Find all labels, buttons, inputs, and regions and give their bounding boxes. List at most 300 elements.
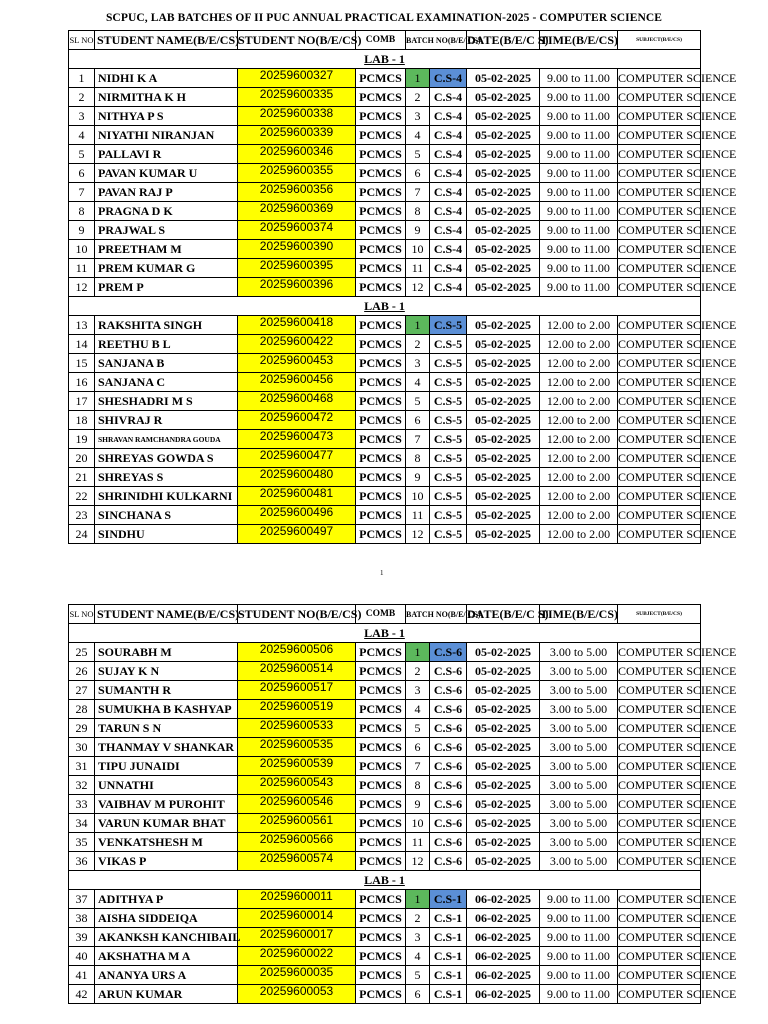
student-number: 20259600014 — [238, 909, 356, 928]
exam-date: 05-02-2025 — [467, 757, 540, 776]
batch-group: C.S-6 — [430, 776, 467, 795]
subject: COMPUTER SCIENCE — [618, 430, 701, 449]
header-batch-no: BATCH NO(B/E/ CS) — [406, 31, 467, 50]
serial-number: 37 — [69, 890, 95, 909]
header-comb: COMB — [356, 605, 406, 624]
table-row — [69, 449, 701, 468]
subject: COMPUTER SCIENCE — [618, 240, 701, 259]
exam-date: 05-02-2025 — [467, 145, 540, 164]
combination: PCMCS — [356, 852, 406, 871]
student-number: 20259600473 — [238, 430, 356, 449]
student-number: 20259600543 — [238, 776, 356, 795]
exam-date: 05-02-2025 — [467, 430, 540, 449]
exam-date: 05-02-2025 — [467, 354, 540, 373]
batch-number: 3 — [406, 681, 430, 700]
student-number: 20259600369 — [238, 202, 356, 221]
batch-group: C.S-4 — [430, 88, 467, 107]
combination: PCMCS — [356, 240, 406, 259]
batch-number: 2 — [406, 88, 430, 107]
student-number: 20259600535 — [238, 738, 356, 757]
exam-date: 05-02-2025 — [467, 525, 540, 544]
student-name: PREETHAM M — [95, 240, 238, 259]
student-number: 20259600327 — [238, 69, 356, 88]
exam-time: 3.00 to 5.00 — [540, 643, 618, 662]
batch-group: C.S-6 — [430, 700, 467, 719]
exam-time: 3.00 to 5.00 — [540, 795, 618, 814]
exam-date: 05-02-2025 — [467, 795, 540, 814]
batch-group: C.S-6 — [430, 662, 467, 681]
student-name: PREM KUMAR G — [95, 259, 238, 278]
table-row — [69, 643, 701, 662]
serial-number: 11 — [69, 259, 95, 278]
serial-number: 28 — [69, 700, 95, 719]
batch-group: C.S-4 — [430, 259, 467, 278]
table-row — [69, 662, 701, 681]
table-row — [69, 164, 701, 183]
exam-date: 06-02-2025 — [467, 947, 540, 966]
student-number: 20259600539 — [238, 757, 356, 776]
student-name: VIKAS P — [95, 852, 238, 871]
batch-number: 5 — [406, 392, 430, 411]
lab-batch-table — [68, 30, 737, 544]
subject: COMPUTER SCIENCE — [618, 776, 701, 795]
table-row — [69, 335, 701, 354]
exam-time: 9.00 to 11.00 — [540, 202, 618, 221]
combination: PCMCS — [356, 776, 406, 795]
document-title: SCPUC, LAB BATCHES OF II PUC ANNUAL PRACTICAL EXAMINATION-2025 - COMPUTER SCIENCE — [105, 12, 663, 24]
exam-date: 05-02-2025 — [467, 643, 540, 662]
batch-number: 10 — [406, 240, 430, 259]
subject: COMPUTER SCIENCE — [618, 411, 701, 430]
student-name: SOURABH M — [95, 643, 238, 662]
serial-number: 15 — [69, 354, 95, 373]
serial-number: 10 — [69, 240, 95, 259]
batch-number: 12 — [406, 525, 430, 544]
subject: COMPUTER SCIENCE — [618, 643, 701, 662]
batch-number: 5 — [406, 966, 430, 985]
subject: COMPUTER SCIENCE — [618, 392, 701, 411]
batch-group: C.S-4 — [430, 278, 467, 297]
header-student-name: STUDENT NAME(B/E/CS) — [95, 605, 238, 624]
batch-number: 11 — [406, 833, 430, 852]
batch-group: C.S-1 — [430, 966, 467, 985]
exam-time: 12.00 to 2.00 — [540, 392, 618, 411]
student-name: SUMUKHA B KASHYAP — [95, 700, 238, 719]
exam-date: 05-02-2025 — [467, 833, 540, 852]
table-row — [69, 738, 701, 757]
serial-number: 32 — [69, 776, 95, 795]
subject: COMPUTER SCIENCE — [618, 966, 701, 985]
serial-number: 31 — [69, 757, 95, 776]
combination: PCMCS — [356, 487, 406, 506]
combination: PCMCS — [356, 145, 406, 164]
student-number: 20259600519 — [238, 700, 356, 719]
batch-group: C.S-1 — [430, 947, 467, 966]
subject: COMPUTER SCIENCE — [618, 202, 701, 221]
combination: PCMCS — [356, 278, 406, 297]
serial-number: 9 — [69, 221, 95, 240]
serial-number: 8 — [69, 202, 95, 221]
serial-number: 13 — [69, 316, 95, 335]
table-row — [69, 795, 701, 814]
serial-number: 2 — [69, 88, 95, 107]
header-time: TIME(B/E/CS) — [540, 31, 618, 50]
exam-time: 9.00 to 11.00 — [540, 909, 618, 928]
student-number: 20259600496 — [238, 506, 356, 525]
batch-number: 12 — [406, 278, 430, 297]
student-name: PAVAN KUMAR U — [95, 164, 238, 183]
table-row — [69, 107, 701, 126]
subject: COMPUTER SCIENCE — [618, 278, 701, 297]
serial-number: 3 — [69, 107, 95, 126]
lab-label: LAB - 1 — [364, 51, 405, 66]
combination: PCMCS — [356, 468, 406, 487]
subject: COMPUTER SCIENCE — [618, 700, 701, 719]
subject: COMPUTER SCIENCE — [618, 662, 701, 681]
exam-date: 05-02-2025 — [467, 449, 540, 468]
subject: COMPUTER SCIENCE — [618, 259, 701, 278]
exam-time: 9.00 to 11.00 — [540, 890, 618, 909]
lab-section-heading — [69, 624, 701, 643]
exam-date: 06-02-2025 — [467, 909, 540, 928]
subject: COMPUTER SCIENCE — [618, 757, 701, 776]
student-number: 20259600395 — [238, 259, 356, 278]
subject: COMPUTER SCIENCE — [618, 145, 701, 164]
exam-time: 12.00 to 2.00 — [540, 506, 618, 525]
exam-date: 05-02-2025 — [467, 107, 540, 126]
subject: COMPUTER SCIENCE — [618, 487, 701, 506]
table-row — [69, 240, 701, 259]
exam-time: 9.00 to 11.00 — [540, 145, 618, 164]
student-name: PRAGNA D K — [95, 202, 238, 221]
combination: PCMCS — [356, 449, 406, 468]
batch-number: 3 — [406, 354, 430, 373]
student-name: PRAJWAL S — [95, 221, 238, 240]
combination: PCMCS — [356, 966, 406, 985]
student-name: NITHYA P S — [95, 107, 238, 126]
student-name: NIRMITHA K H — [95, 88, 238, 107]
lab-label: LAB - 1 — [364, 298, 405, 313]
subject: COMPUTER SCIENCE — [618, 335, 701, 354]
serial-number: 26 — [69, 662, 95, 681]
header-subject: SUBJECT(B/E/CS) — [618, 605, 701, 624]
exam-date: 05-02-2025 — [467, 221, 540, 240]
student-name: SANJANA B — [95, 354, 238, 373]
serial-number: 23 — [69, 506, 95, 525]
serial-number: 21 — [69, 468, 95, 487]
table-row — [69, 776, 701, 795]
student-number: 20259600418 — [238, 316, 356, 335]
student-name: AISHA SIDDEIQA — [95, 909, 238, 928]
batch-number: 5 — [406, 719, 430, 738]
batch-number: 5 — [406, 145, 430, 164]
batch-group: C.S-4 — [430, 183, 467, 202]
serial-number: 42 — [69, 985, 95, 1004]
student-number: 20259600566 — [238, 833, 356, 852]
combination: PCMCS — [356, 928, 406, 947]
student-number: 20259600561 — [238, 814, 356, 833]
exam-date: 05-02-2025 — [467, 776, 540, 795]
subject: COMPUTER SCIENCE — [618, 506, 701, 525]
exam-date: 05-02-2025 — [467, 164, 540, 183]
batch-number: 8 — [406, 202, 430, 221]
student-number: 20259600022 — [238, 947, 356, 966]
serial-number: 33 — [69, 795, 95, 814]
subject: COMPUTER SCIENCE — [618, 126, 701, 145]
batch-number: 1 — [406, 316, 430, 335]
header-comb: COMB — [356, 31, 406, 50]
serial-number: 30 — [69, 738, 95, 757]
subject: COMPUTER SCIENCE — [618, 221, 701, 240]
batch-number: 9 — [406, 468, 430, 487]
student-name: SUJAY K N — [95, 662, 238, 681]
subject: COMPUTER SCIENCE — [618, 890, 701, 909]
exam-date: 06-02-2025 — [467, 966, 540, 985]
student-name: ADITHYA P — [95, 890, 238, 909]
batch-group: C.S-5 — [430, 373, 467, 392]
combination: PCMCS — [356, 506, 406, 525]
exam-time: 9.00 to 11.00 — [540, 966, 618, 985]
student-name: SHESHADRI M S — [95, 392, 238, 411]
exam-time: 3.00 to 5.00 — [540, 814, 618, 833]
exam-time: 9.00 to 11.00 — [540, 88, 618, 107]
exam-time: 3.00 to 5.00 — [540, 757, 618, 776]
combination: PCMCS — [356, 88, 406, 107]
student-number: 20259600472 — [238, 411, 356, 430]
subject: COMPUTER SCIENCE — [618, 525, 701, 544]
table-header-row — [69, 31, 701, 50]
serial-number: 34 — [69, 814, 95, 833]
subject: COMPUTER SCIENCE — [618, 795, 701, 814]
header-date: DATE(B/E/C S) — [467, 31, 540, 50]
combination: PCMCS — [356, 430, 406, 449]
table-row — [69, 126, 701, 145]
batch-group: C.S-6 — [430, 833, 467, 852]
exam-date: 05-02-2025 — [467, 662, 540, 681]
serial-number: 16 — [69, 373, 95, 392]
exam-time: 12.00 to 2.00 — [540, 373, 618, 392]
batch-group: C.S-1 — [430, 890, 467, 909]
table-row — [69, 373, 701, 392]
combination: PCMCS — [356, 643, 406, 662]
combination: PCMCS — [356, 259, 406, 278]
page-number: 1 — [380, 569, 384, 577]
exam-date: 05-02-2025 — [467, 183, 540, 202]
exam-time: 9.00 to 11.00 — [540, 985, 618, 1004]
batch-group: C.S-4 — [430, 69, 467, 88]
serial-number: 18 — [69, 411, 95, 430]
student-name: ARUN KUMAR — [95, 985, 238, 1004]
serial-number: 38 — [69, 909, 95, 928]
exam-time: 12.00 to 2.00 — [540, 411, 618, 430]
serial-number: 25 — [69, 643, 95, 662]
batch-group: C.S-5 — [430, 487, 467, 506]
student-name: SINDHU — [95, 525, 238, 544]
subject: COMPUTER SCIENCE — [618, 164, 701, 183]
combination: PCMCS — [356, 757, 406, 776]
batch-number: 8 — [406, 776, 430, 795]
student-name: SHREYAS GOWDA S — [95, 449, 238, 468]
exam-time: 9.00 to 11.00 — [540, 240, 618, 259]
batch-number: 11 — [406, 259, 430, 278]
exam-date: 05-02-2025 — [467, 411, 540, 430]
exam-time: 12.00 to 2.00 — [540, 335, 618, 354]
student-name: SHIVRAJ R — [95, 411, 238, 430]
batch-group: C.S-5 — [430, 354, 467, 373]
table-row — [69, 430, 701, 449]
subject: COMPUTER SCIENCE — [618, 738, 701, 757]
exam-time: 9.00 to 11.00 — [540, 278, 618, 297]
student-name: THANMAY V SHANKAR — [95, 738, 238, 757]
serial-number: 5 — [69, 145, 95, 164]
table-row — [69, 468, 701, 487]
header-student-no: STUDENT NO(B/E/CS) — [238, 31, 356, 50]
batch-number: 1 — [406, 643, 430, 662]
serial-number: 14 — [69, 335, 95, 354]
combination: PCMCS — [356, 183, 406, 202]
batch-group: C.S-6 — [430, 795, 467, 814]
exam-date: 05-02-2025 — [467, 814, 540, 833]
batch-group: C.S-4 — [430, 164, 467, 183]
subject: COMPUTER SCIENCE — [618, 468, 701, 487]
combination: PCMCS — [356, 700, 406, 719]
subject: COMPUTER SCIENCE — [618, 107, 701, 126]
exam-date: 05-02-2025 — [467, 392, 540, 411]
batch-number: 10 — [406, 487, 430, 506]
table-row — [69, 947, 701, 966]
table-row — [69, 487, 701, 506]
exam-date: 05-02-2025 — [467, 852, 540, 871]
batch-group: C.S-4 — [430, 126, 467, 145]
batch-group: C.S-5 — [430, 411, 467, 430]
exam-time: 9.00 to 11.00 — [540, 107, 618, 126]
subject: COMPUTER SCIENCE — [618, 833, 701, 852]
student-number: 20259600456 — [238, 373, 356, 392]
student-number: 20259600422 — [238, 335, 356, 354]
batch-number: 4 — [406, 947, 430, 966]
serial-number: 1 — [69, 69, 95, 88]
exam-date: 05-02-2025 — [467, 69, 540, 88]
batch-group: C.S-6 — [430, 643, 467, 662]
batch-group: C.S-6 — [430, 852, 467, 871]
batch-group: C.S-5 — [430, 316, 467, 335]
exam-time: 12.00 to 2.00 — [540, 525, 618, 544]
exam-date: 05-02-2025 — [467, 316, 540, 335]
serial-number: 27 — [69, 681, 95, 700]
combination: PCMCS — [356, 411, 406, 430]
exam-date: 05-02-2025 — [467, 487, 540, 506]
table-row — [69, 69, 701, 88]
batch-group: C.S-6 — [430, 757, 467, 776]
batch-group: C.S-4 — [430, 240, 467, 259]
serial-number: 29 — [69, 719, 95, 738]
student-number: 20259600517 — [238, 681, 356, 700]
combination: PCMCS — [356, 719, 406, 738]
combination: PCMCS — [356, 107, 406, 126]
combination: PCMCS — [356, 126, 406, 145]
combination: PCMCS — [356, 354, 406, 373]
combination: PCMCS — [356, 164, 406, 183]
student-number: 20259600011 — [238, 890, 356, 909]
student-number: 20259600035 — [238, 966, 356, 985]
student-number: 20259600480 — [238, 468, 356, 487]
batch-group: C.S-5 — [430, 449, 467, 468]
header-time: TIME(B/E/CS) — [540, 605, 618, 624]
student-name: REETHU B L — [95, 335, 238, 354]
table-row — [69, 221, 701, 240]
batch-number: 6 — [406, 738, 430, 757]
batch-number: 4 — [406, 373, 430, 392]
lab-section-heading — [69, 297, 701, 316]
table-row — [69, 278, 701, 297]
combination: PCMCS — [356, 221, 406, 240]
student-name: PREM P — [95, 278, 238, 297]
subject: COMPUTER SCIENCE — [618, 183, 701, 202]
student-number: 20259600053 — [238, 985, 356, 1004]
batch-group: C.S-5 — [430, 468, 467, 487]
combination: PCMCS — [356, 335, 406, 354]
student-number: 20259600468 — [238, 392, 356, 411]
batch-number: 2 — [406, 662, 430, 681]
table-row — [69, 852, 701, 871]
batch-group: C.S-1 — [430, 909, 467, 928]
student-number: 20259600453 — [238, 354, 356, 373]
batch-group: C.S-1 — [430, 928, 467, 947]
table-row — [69, 700, 701, 719]
table-row — [69, 833, 701, 852]
combination: PCMCS — [356, 833, 406, 852]
serial-number: 17 — [69, 392, 95, 411]
table-row — [69, 681, 701, 700]
exam-date: 05-02-2025 — [467, 202, 540, 221]
exam-date: 05-02-2025 — [467, 240, 540, 259]
serial-number: 36 — [69, 852, 95, 871]
batch-number: 9 — [406, 221, 430, 240]
exam-time: 12.00 to 2.00 — [540, 316, 618, 335]
combination: PCMCS — [356, 202, 406, 221]
exam-date: 05-02-2025 — [467, 126, 540, 145]
student-number: 20259600356 — [238, 183, 356, 202]
batch-group: C.S-6 — [430, 738, 467, 757]
student-name: VAIBHAV M PUROHIT — [95, 795, 238, 814]
exam-time: 9.00 to 11.00 — [540, 69, 618, 88]
subject: COMPUTER SCIENCE — [618, 814, 701, 833]
combination: PCMCS — [356, 525, 406, 544]
subject: COMPUTER SCIENCE — [618, 928, 701, 947]
table-row — [69, 525, 701, 544]
batch-group: C.S-4 — [430, 221, 467, 240]
batch-number: 6 — [406, 164, 430, 183]
header-subject: SUBJECT(B/E/CS) — [618, 31, 701, 50]
exam-date: 05-02-2025 — [467, 700, 540, 719]
batch-group: C.S-6 — [430, 719, 467, 738]
exam-time: 3.00 to 5.00 — [540, 662, 618, 681]
student-number: 20259600546 — [238, 795, 356, 814]
student-name: PAVAN RAJ P — [95, 183, 238, 202]
batch-number: 9 — [406, 795, 430, 814]
student-number: 20259600533 — [238, 719, 356, 738]
combination: PCMCS — [356, 373, 406, 392]
exam-time: 9.00 to 11.00 — [540, 126, 618, 145]
student-number: 20259600346 — [238, 145, 356, 164]
serial-number: 12 — [69, 278, 95, 297]
table-row — [69, 411, 701, 430]
batch-number: 3 — [406, 928, 430, 947]
batch-group: C.S-6 — [430, 814, 467, 833]
student-name: NIDHI K A — [95, 69, 238, 88]
subject: COMPUTER SCIENCE — [618, 449, 701, 468]
exam-time: 3.00 to 5.00 — [540, 738, 618, 757]
